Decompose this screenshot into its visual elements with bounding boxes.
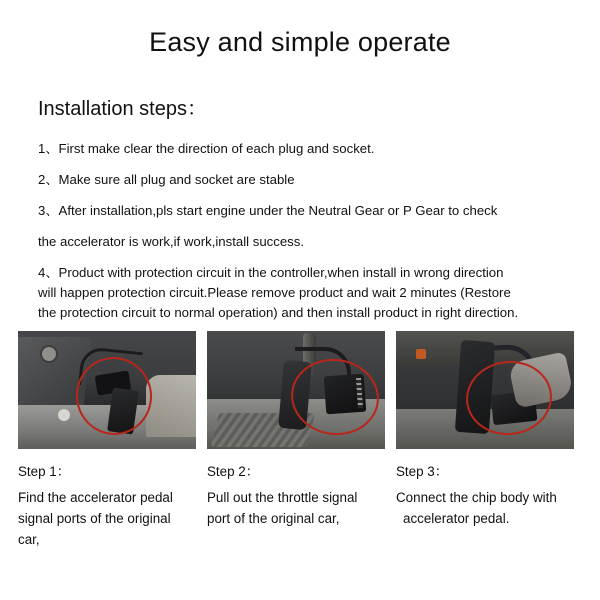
step-line-1: 1、First make clear the direction of each plug and socket. xyxy=(38,141,375,156)
throttle-signal-port-shape xyxy=(324,374,367,415)
step-text-3 xyxy=(396,488,574,530)
step-photo-gallery xyxy=(0,323,600,550)
step-line-3b: the accelerator is work,if work,install success. xyxy=(38,234,305,250)
step-label-2: Step 2： xyxy=(207,464,260,480)
step-text-3-line2: accelerator pedal. xyxy=(403,511,510,527)
step-line-4c: the protection circuit to normal operation) and then install product in right direction. xyxy=(38,305,519,321)
step-text-1 xyxy=(18,488,196,550)
installation-steps-list xyxy=(0,121,600,323)
step-text-2-line1: Pull out the throttle signal xyxy=(207,490,358,506)
step-caption-2 xyxy=(207,449,385,530)
step-label-1: Step 1： xyxy=(18,464,71,480)
step-text-1-line1: Find the accelerator pedal xyxy=(18,490,173,506)
step-photo-1 xyxy=(18,331,196,449)
orange-marker-shape xyxy=(416,349,426,359)
step-line-4b: will happen protection circuit.Please remove product and wait 2 minutes (Restore xyxy=(38,285,511,301)
step-card-2 xyxy=(207,331,385,550)
step-caption-1 xyxy=(18,449,196,550)
step-text-1-line3: car, xyxy=(18,531,40,547)
step-card-1 xyxy=(18,331,196,550)
section-heading-installation-steps: Installation steps： xyxy=(38,98,207,120)
step-photo-3 xyxy=(396,331,574,449)
step-text-2 xyxy=(207,488,385,530)
seat-base-shape xyxy=(146,375,196,437)
pedal-bracket-shape xyxy=(455,340,495,434)
step-text-1-line2: signal ports of the original xyxy=(18,511,171,527)
page-title: Easy and simple operate xyxy=(149,27,451,57)
step-label-3: Step 3： xyxy=(396,464,449,480)
step-caption-3 xyxy=(396,449,574,530)
step-text-2-line2: port of the original car, xyxy=(207,511,340,527)
step-photo-2 xyxy=(207,331,385,449)
step-card-3 xyxy=(396,331,574,550)
step-line-2: 2、Make sure all plug and socket are stable xyxy=(38,172,295,188)
step-line-4a: 4、Product with protection circuit in the controller,when install in wrong direction xyxy=(38,265,504,281)
step-text-3-line1: Connect the chip body with xyxy=(396,490,557,506)
step-line-3a: 3、After installation,pls start engine under the Neutral Gear or P Gear to check xyxy=(38,203,498,219)
pedal-arm-shape xyxy=(278,360,312,430)
